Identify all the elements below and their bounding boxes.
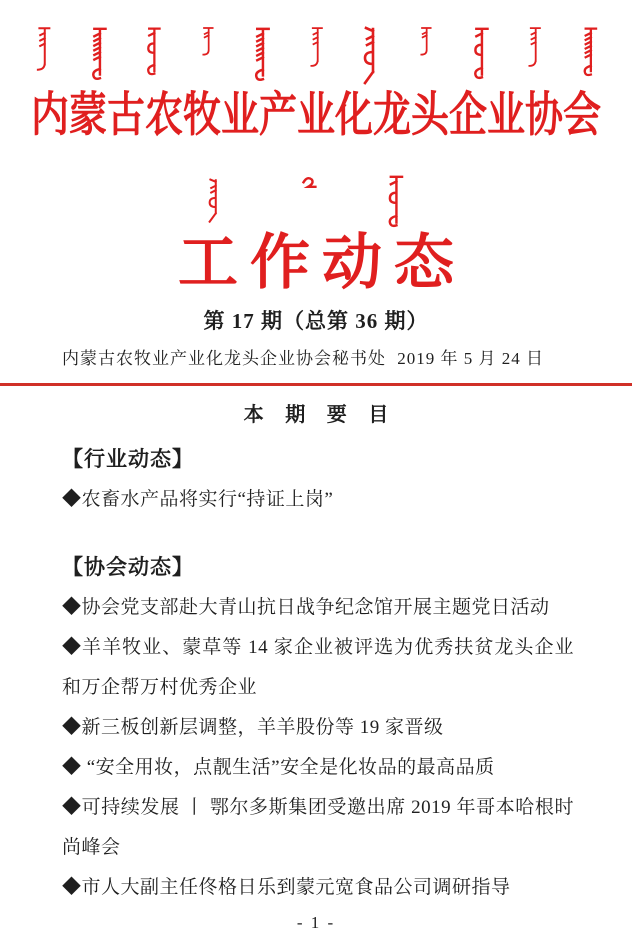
page-number: - 1 - — [296, 913, 336, 932]
divider-rule — [0, 383, 632, 386]
mongolian-word-icon — [415, 26, 437, 66]
toc-item: ◆农畜水产品将实行“持证上岗” — [62, 489, 334, 510]
mongolian-word-icon — [524, 26, 546, 68]
mongolian-word-icon — [383, 174, 408, 230]
toc-item: ◆市人大副主任佟格日乐到蒙元宽食品公司调研指导 — [62, 877, 511, 898]
toc-item: ◆新三板创新层调整，羊羊股份等 19 家晋级 — [62, 717, 444, 738]
mongolian-script-middle-row — [0, 174, 632, 230]
mongolian-word-icon — [87, 26, 111, 82]
bulletin-title: 工作动态 — [178, 230, 466, 296]
mongolian-word-icon — [203, 178, 227, 224]
toc-item: ◆可持续发展 丨 鄂尔多斯集团受邀出席 2019 年哥本哈根时尚峰会 — [62, 797, 574, 858]
section-heading: 【协会动态】 — [62, 556, 194, 579]
mongolian-word-icon — [250, 26, 274, 83]
issue-date: 2019 年 5 月 24 日 — [397, 349, 544, 368]
issue-line: 第 17 期（总第 36 期） — [203, 309, 429, 333]
mongolian-word-icon — [197, 26, 219, 66]
toc-item: ◆羊羊牧业、蒙草等 14 家企业被评选为优秀扶贫龙头企业和万企帮万村优秀企业 — [62, 637, 574, 698]
mongolian-word-icon — [142, 26, 165, 78]
toc-item: ◆协会党支部赴大青山抗日战争纪念馆开展主题党日活动 — [62, 597, 550, 618]
contents-sections — [0, 440, 632, 908]
section-heading: 【行业动态】 — [62, 448, 194, 471]
mongolian-word-icon — [469, 26, 493, 82]
contents-title: 本 期 要 目 — [243, 404, 397, 426]
mongolian-word-icon — [296, 174, 322, 196]
mongolian-word-icon — [578, 26, 602, 78]
toc-item: ◆ “安全用妆，点靓生活”安全是化妆品的最高品质 — [62, 757, 495, 778]
mongolian-script-top-row — [0, 26, 632, 84]
mongolian-word-icon — [306, 26, 328, 68]
org-title: 内蒙古农牧业产业化龙头企业协会 — [30, 89, 601, 143]
mongolian-word-icon — [33, 26, 55, 72]
publisher: 内蒙古农牧业产业化龙头企业协会秘书处 — [62, 349, 386, 368]
mongolian-word-icon — [360, 26, 384, 86]
byline — [0, 348, 632, 370]
